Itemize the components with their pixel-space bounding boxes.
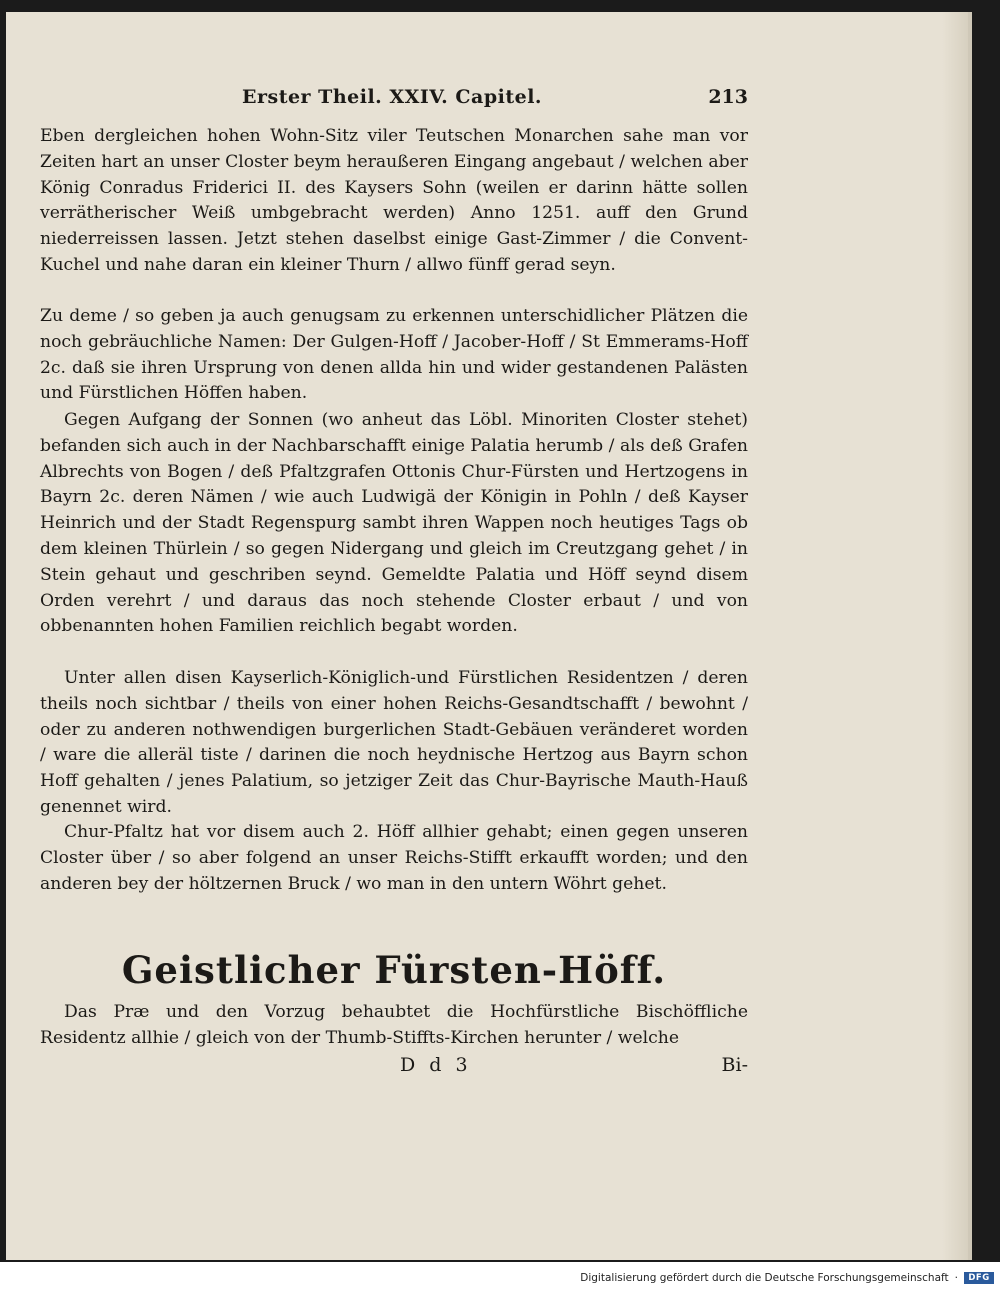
- paragraph-6: Das Præ und den Vorzug behaubtet die Hochfürstliche Bischöffliche Residentz allhie / gleich von der Thumb-Stiffts-Kirchen herunter / welche: [40, 1002, 748, 1048]
- paragraph-3: Gegen Aufgang der Sonnen (wo anheut das Löbl. Minoriten Closter stehet) befanden sich auch in der Nachbarschafft einige Palatia herumb / als deß Grafen Albrechts von Bogen / deß Pfaltzgrafen Ottonis Chur-Fürsten und Hertzogens in Bayrn 2c. deren Nämen / wie auch Ludwigä der Königin in Pohln / deß Kayser Heinrich und der Stadt Regenspurg sambt ihren Wappen noch heutiges Tags ob dem kleinen Thürlein / so gegen Nidergang und gleich im Creutzgang gehet / in Stein gehaut und geschriben seynd. Gemeldte Palatia und Höff seynd disem Orden verehrt / und daraus das noch stehende Closter erbaut / und von obbenannten hohen Familien reichlich begabt worden.: [40, 410, 748, 637]
- credit-text: Digitalisierung gefördert durch die Deutsche Forschungsgemeinschaft: [580, 1272, 949, 1284]
- book-page: [6, 12, 972, 1260]
- section-heading: Geistlicher Fürsten-Höff.: [121, 948, 667, 992]
- paragraph-5: Chur-Pfaltz hat vor disem auch 2. Höff allhier gehabt; einen gegen unseren Closter über / so aber folgend an unser Reichs-Stifft erkaufft worden; und den anderen bey der höltzernen Bruck / wo man in den untern Wöhrt gehet.: [40, 822, 748, 894]
- paragraph-1: Eben dergleichen hohen Wohn-Sitz viler Teutschen Monarchen sahe man vor Zeiten hart an unser Closter beym heraußeren Eingang angebaut / welchen aber König Conradus Friderici II. des Kaysers Sohn (weilen er darinn hätte sollen verrätherischer Weiß umbgebracht werden) Anno 1251. auff den Grund niederreissen lassen. Jetzt stehen daselbst einige Gast-Zimmer / die Convent-Kuchel und nahe daran ein kleiner Thurn / allwo fünff gerad seyn.: [40, 126, 748, 275]
- dfg-logo-icon: DFG: [964, 1272, 994, 1284]
- signature-mark: D d 3: [400, 1054, 472, 1076]
- catchword: Bi-: [721, 1054, 748, 1076]
- paragraph-2: Zu deme / so geben ja auch genugsam zu erkennen unterschidlicher Plätzen die noch gebräuchliche Namen: Der Gulgen-Hoff / Jacober-Hoff / St Emmerams-Hoff 2c. daß sie ihren Ursprung von denen allda hin und wider gestandenen Palästen und Fürstlichen Höffen haben.: [40, 306, 748, 404]
- paragraph-4: Unter allen disen Kayserlich-Königlich-und Fürstlichen Residentzen / deren theils noch sichtbar / theils von einer hohen Reichs-Gesandtschafft / bewohnt / oder zu anderen nothwendigen burgerlichen Stadt-Gebäuen veränderet worden / ware die alleräl tiste / darinen die noch heydnische Hertzog aus Bayrn schon Hoff gehalten / jenes Palatium, so jetziger Zeit das Chur-Bayrische Mauth-Hauß genennet wird.: [40, 668, 748, 817]
- chapter-heading: Erster Theil. XXIV. Capitel.: [242, 86, 543, 108]
- running-header: [40, 86, 748, 116]
- page-number: 213: [708, 86, 748, 108]
- funding-credit: Digitalisierung gefördert durch die Deutsche Forschungsgemeinschaft · DFG: [580, 1271, 994, 1285]
- page-edge-shadow: [942, 12, 968, 1260]
